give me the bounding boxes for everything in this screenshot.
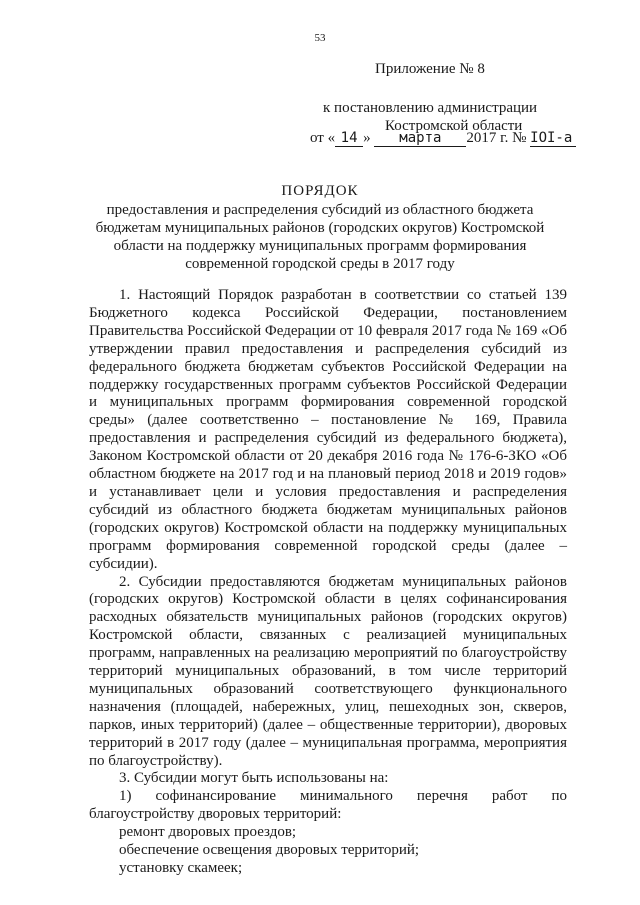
paragraph-1: 1. Настоящий Порядок разработан в соответствии со статьей 139 Бюджетного кодекса Российской Федерации, постановлением Правительства Российской Федерации от 10 февраля 2017 года № 169 «Об утверждении правил предоставления и распределения субсидий из федерального бюджета бюджетам субъектов Российской Федерации на поддержку государственных программ субъектов Российской Федерации и муниципальных программ формирования современной городской среды» (далее соответственно – постановление № 169, Правила предоставления и распределения субсидий из федерального бюджета), Законом Костромской области от 20 декабря 2016 года № 176-6-ЗКО «Об областном бюджете на 2017 год и на плановый период 2018 и 2019 годов» и устанавливает цели и условия предоставления и распределения субсидий из областного бюджета бюджетам муниципальных районов (городских округов) Костромской области на поддержку муниципальных программ формирования современной городской среды (далее – субсидии). [89,287,567,572]
date-close-quote: » [363,130,371,146]
document-title: ПОРЯДОК [281,183,359,199]
date-prefix: от « [310,130,336,146]
list-item-1-cont: благоустройству дворовых территорий: [89,806,342,823]
list-item-lighting: обеспечение освещения дворовых территорий; [119,842,420,859]
document-subtitle: предоставления и распределения субсидий из областного бюджета бюджетам муниципальных районов (городских округов) Костромской области на поддержку муниципальных программ формирования современной городской среды в 2017 году [95,202,545,272]
appendix-label: Приложение № 8 [375,61,485,77]
page-number: 53 [314,32,326,44]
resolution-date-line [310,130,576,147]
date-year: 2017 г. № [466,130,527,146]
paragraph-3: 3. Субсидии могут быть использованы на: [119,770,389,787]
date-month: марта [374,130,466,147]
resolution-line-1: к постановлению администрации [323,100,538,116]
list-item-repair: ремонт дворовых проездов; [119,824,297,841]
paragraph-2: 2. Субсидии предоставляются бюджетам муниципальных районов (городских округов) Костромской области в целях софинансирования расходных обязательств муниципальных районов (городских округов) Костромской области, связанных с реализацией муниципальных программ, направленных на реализацию мероприятий по благоустройству территорий муниципальных образований, в том числе территорий муниципальных образований соответствующего функционального назначения (площадей, набережных, улиц, пешеходных зон, скверов, парков, иных территорий) (далее – общественные территории), дворовых территорий в 2017 году (далее – муниципальная программа, мероприятия по благоустройству). [89,573,567,769]
date-day: 14 [335,130,363,147]
list-item-1: 1) софинансирование минимального перечня работ по [119,788,567,805]
list-item-benches: установку скамеек; [119,860,243,876]
document-number: IOI-а [530,130,576,147]
document-body [89,287,567,878]
resolution-line-2: Костромской области [385,118,523,134]
